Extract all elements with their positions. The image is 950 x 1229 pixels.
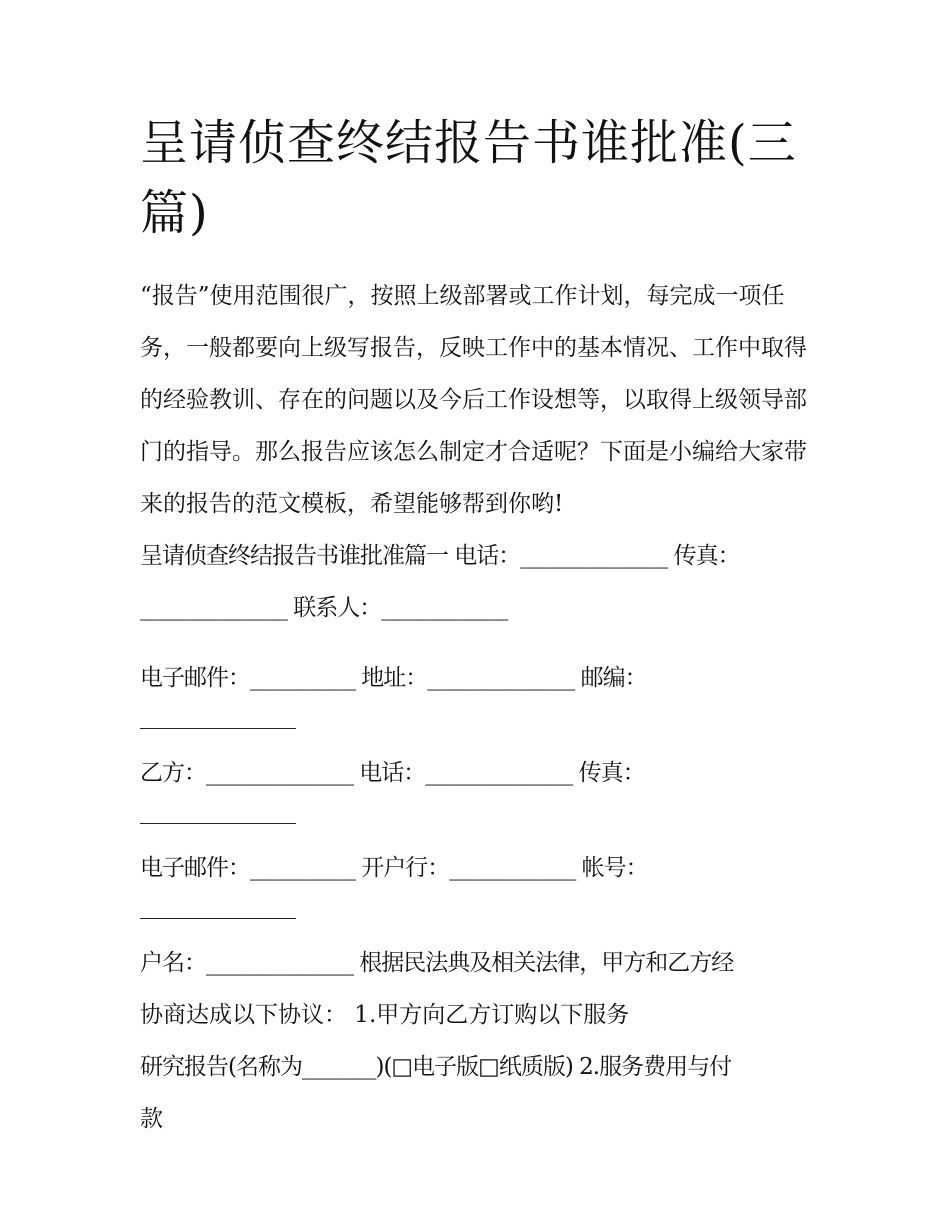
agreement-line-3: 研究报告(名称为_______)(□电子版□纸质版) 2.服务费用与付	[140, 1054, 732, 1080]
blank-underline	[140, 708, 296, 729]
blank-underline	[140, 803, 296, 824]
contact-line-3: 电子邮件：__________ 地址：______________ 邮编：	[140, 665, 647, 691]
contact-line-5: 电子邮件：__________ 开户行：____________ 帐号：	[140, 855, 648, 881]
blank-underline	[140, 898, 296, 919]
contact-line-4: 乙方：______________ 电话：______________ 传真：	[140, 760, 645, 786]
agreement-line-4: 款	[140, 1106, 163, 1132]
agreement-line-2: 协商达成以下协议： 1.甲方向乙方订购以下服务	[140, 1002, 630, 1028]
contact-line-1: 呈请侦查终结报告书谁批准篇一 电话：______________ 传真：	[140, 543, 740, 569]
intro-paragraph: “报告”使用范围很广，按照上级部署或工作计划，每完成一项任务，一般都要向上级写报告，反映工作中的基本情况、工作中取得的经验教训、存在的问题以及今后工作设想等，以取得上级领导部门的指导。那么报告应该怎么制定才合适呢？下面是小编给大家带来的报告的范文模板，希望能够帮到你哟!	[140, 283, 807, 517]
contact-line-2: ______________ 联系人：____________	[140, 595, 508, 621]
agreement-line-1: 户名：______________ 根据民法典及相关法律，甲方和乙方经	[140, 950, 734, 976]
document-page	[140, 108, 820, 1145]
document-title: 呈请侦查终结报告书谁批准(三篇)	[140, 115, 797, 241]
